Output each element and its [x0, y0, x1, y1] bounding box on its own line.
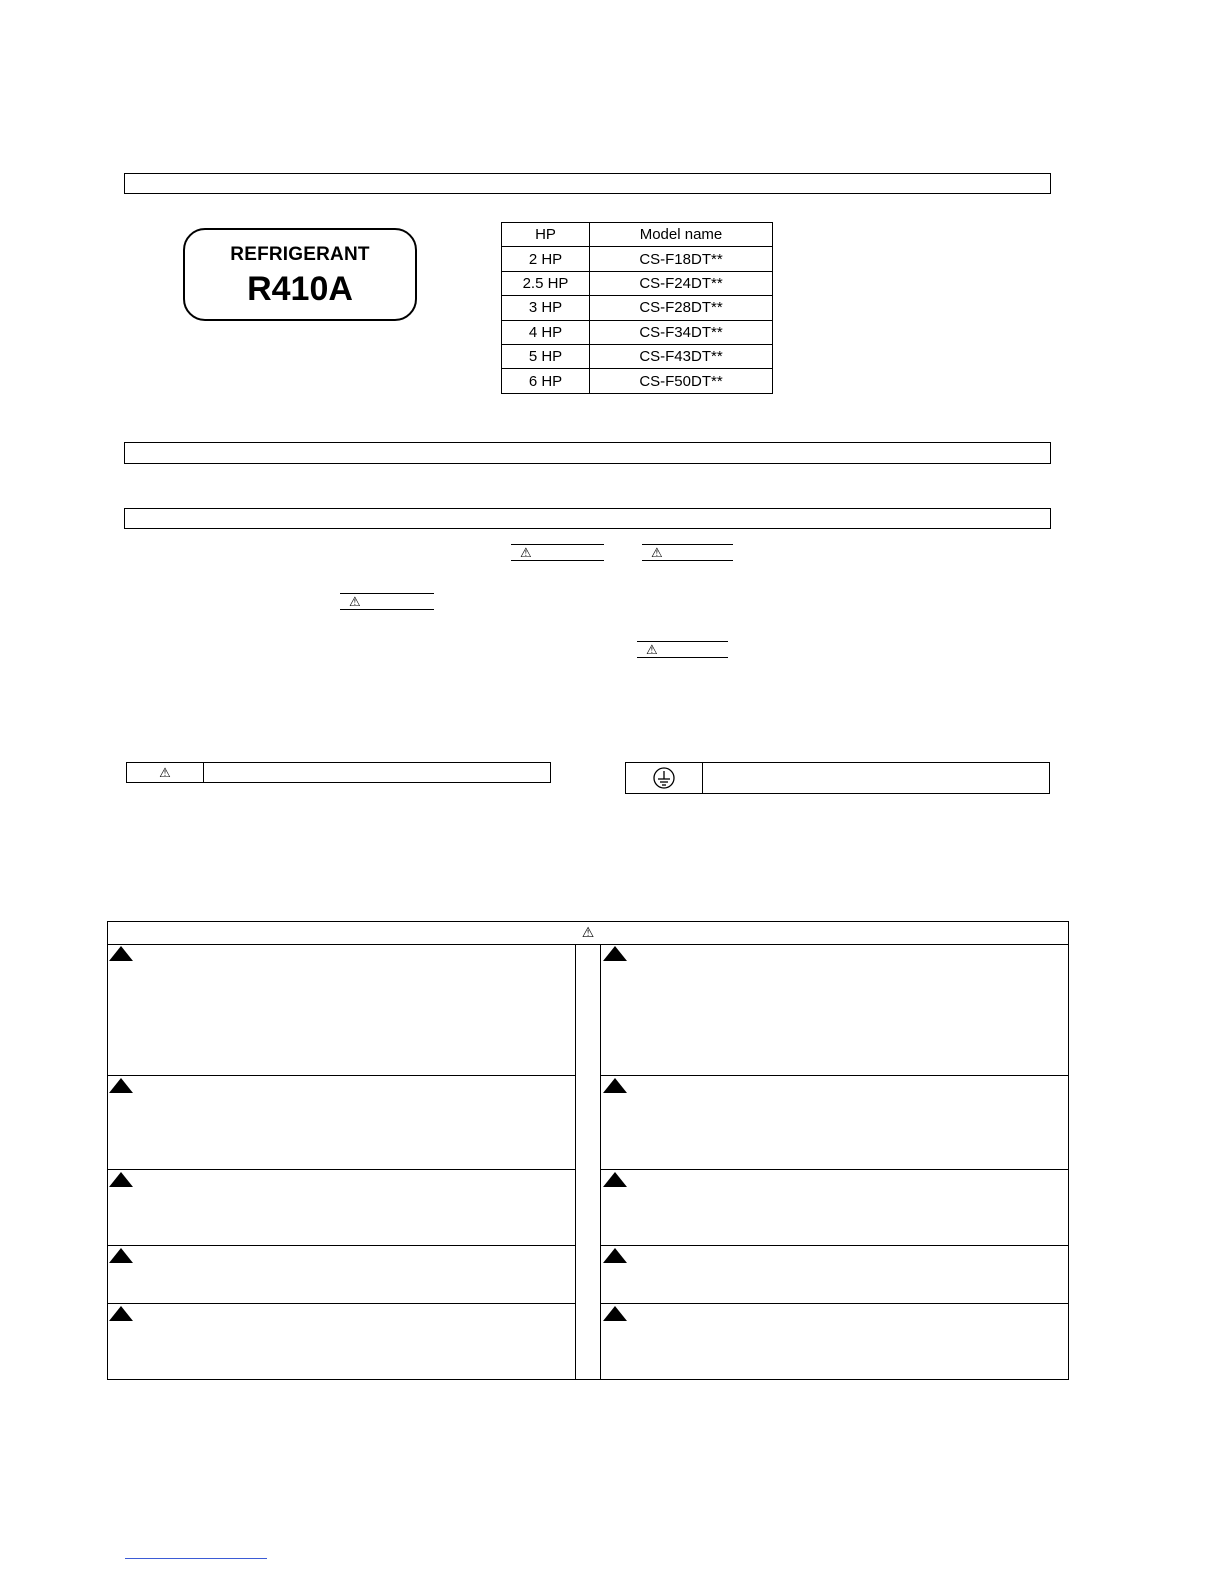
ground-legend-box	[625, 762, 1050, 794]
header-hp: HP	[502, 223, 590, 247]
warning-triangle-icon	[109, 1172, 133, 1187]
table-row	[502, 320, 773, 344]
warning-triangle-icon	[603, 1306, 627, 1321]
model-table	[501, 222, 773, 394]
warning-icon: ⚠	[349, 594, 361, 609]
table-row	[502, 247, 773, 271]
caution-marker	[637, 641, 728, 658]
precautions-table	[107, 921, 1069, 1380]
table-row	[502, 296, 773, 320]
section-bar-1	[124, 173, 1051, 194]
warning-triangle-icon	[109, 1248, 133, 1263]
warning-triangle-icon	[109, 1306, 133, 1321]
warning-triangle-icon	[109, 1078, 133, 1093]
warning-icon: ⚠	[159, 764, 171, 780]
warning-triangle-icon	[603, 946, 627, 961]
row-divider	[600, 1169, 1068, 1170]
refrigerant-label	[183, 228, 417, 321]
cell-model: CS-F50DT**	[590, 369, 773, 393]
footer-link-underline[interactable]	[125, 1558, 267, 1559]
cell-model: CS-F24DT**	[590, 271, 773, 295]
cell-model: CS-F18DT**	[590, 247, 773, 271]
refrigerant-label-type: R410A	[247, 270, 353, 308]
warning-triangle-icon	[109, 946, 133, 961]
cell-hp: 2.5 HP	[502, 271, 590, 295]
warning-marker	[340, 593, 434, 610]
cell-hp: 6 HP	[502, 369, 590, 393]
cell-hp: 2 HP	[502, 247, 590, 271]
table-row	[502, 344, 773, 368]
column-divider-right	[600, 944, 601, 1379]
caution-marker	[642, 544, 733, 561]
warning-icon: ⚠	[520, 545, 532, 560]
table-header-row	[502, 223, 773, 247]
warning-triangle-icon	[603, 1248, 627, 1263]
row-divider	[108, 1169, 575, 1170]
row-divider	[600, 1245, 1068, 1246]
warning-icon: ⚠	[651, 545, 663, 560]
refrigerant-label-title: REFRIGERANT	[230, 244, 370, 265]
warning-triangle-icon	[603, 1172, 627, 1187]
warning-triangle-icon	[603, 1078, 627, 1093]
precautions-table-header	[108, 922, 1068, 945]
row-divider	[108, 1303, 575, 1304]
warning-legend-box	[126, 762, 551, 783]
row-divider	[108, 1245, 575, 1246]
table-row	[502, 369, 773, 393]
cell-model: CS-F34DT**	[590, 320, 773, 344]
cell-hp: 4 HP	[502, 320, 590, 344]
row-divider	[108, 1075, 575, 1076]
column-divider-left	[575, 944, 576, 1379]
ground-icon	[653, 767, 675, 789]
cell-hp: 3 HP	[502, 296, 590, 320]
table-row	[502, 271, 773, 295]
row-divider	[600, 1075, 1068, 1076]
warning-marker	[511, 544, 604, 561]
warning-legend-symbol	[127, 763, 204, 782]
header-model-name: Model name	[590, 223, 773, 247]
cell-model: CS-F28DT**	[590, 296, 773, 320]
row-divider	[600, 1303, 1068, 1304]
cell-model: CS-F43DT**	[590, 344, 773, 368]
warning-icon: ⚠	[646, 642, 658, 657]
section-bar-3	[124, 508, 1051, 529]
ground-legend-symbol	[626, 763, 703, 793]
warning-icon: ⚠	[581, 924, 595, 940]
section-bar-2	[124, 442, 1051, 464]
cell-hp: 5 HP	[502, 344, 590, 368]
